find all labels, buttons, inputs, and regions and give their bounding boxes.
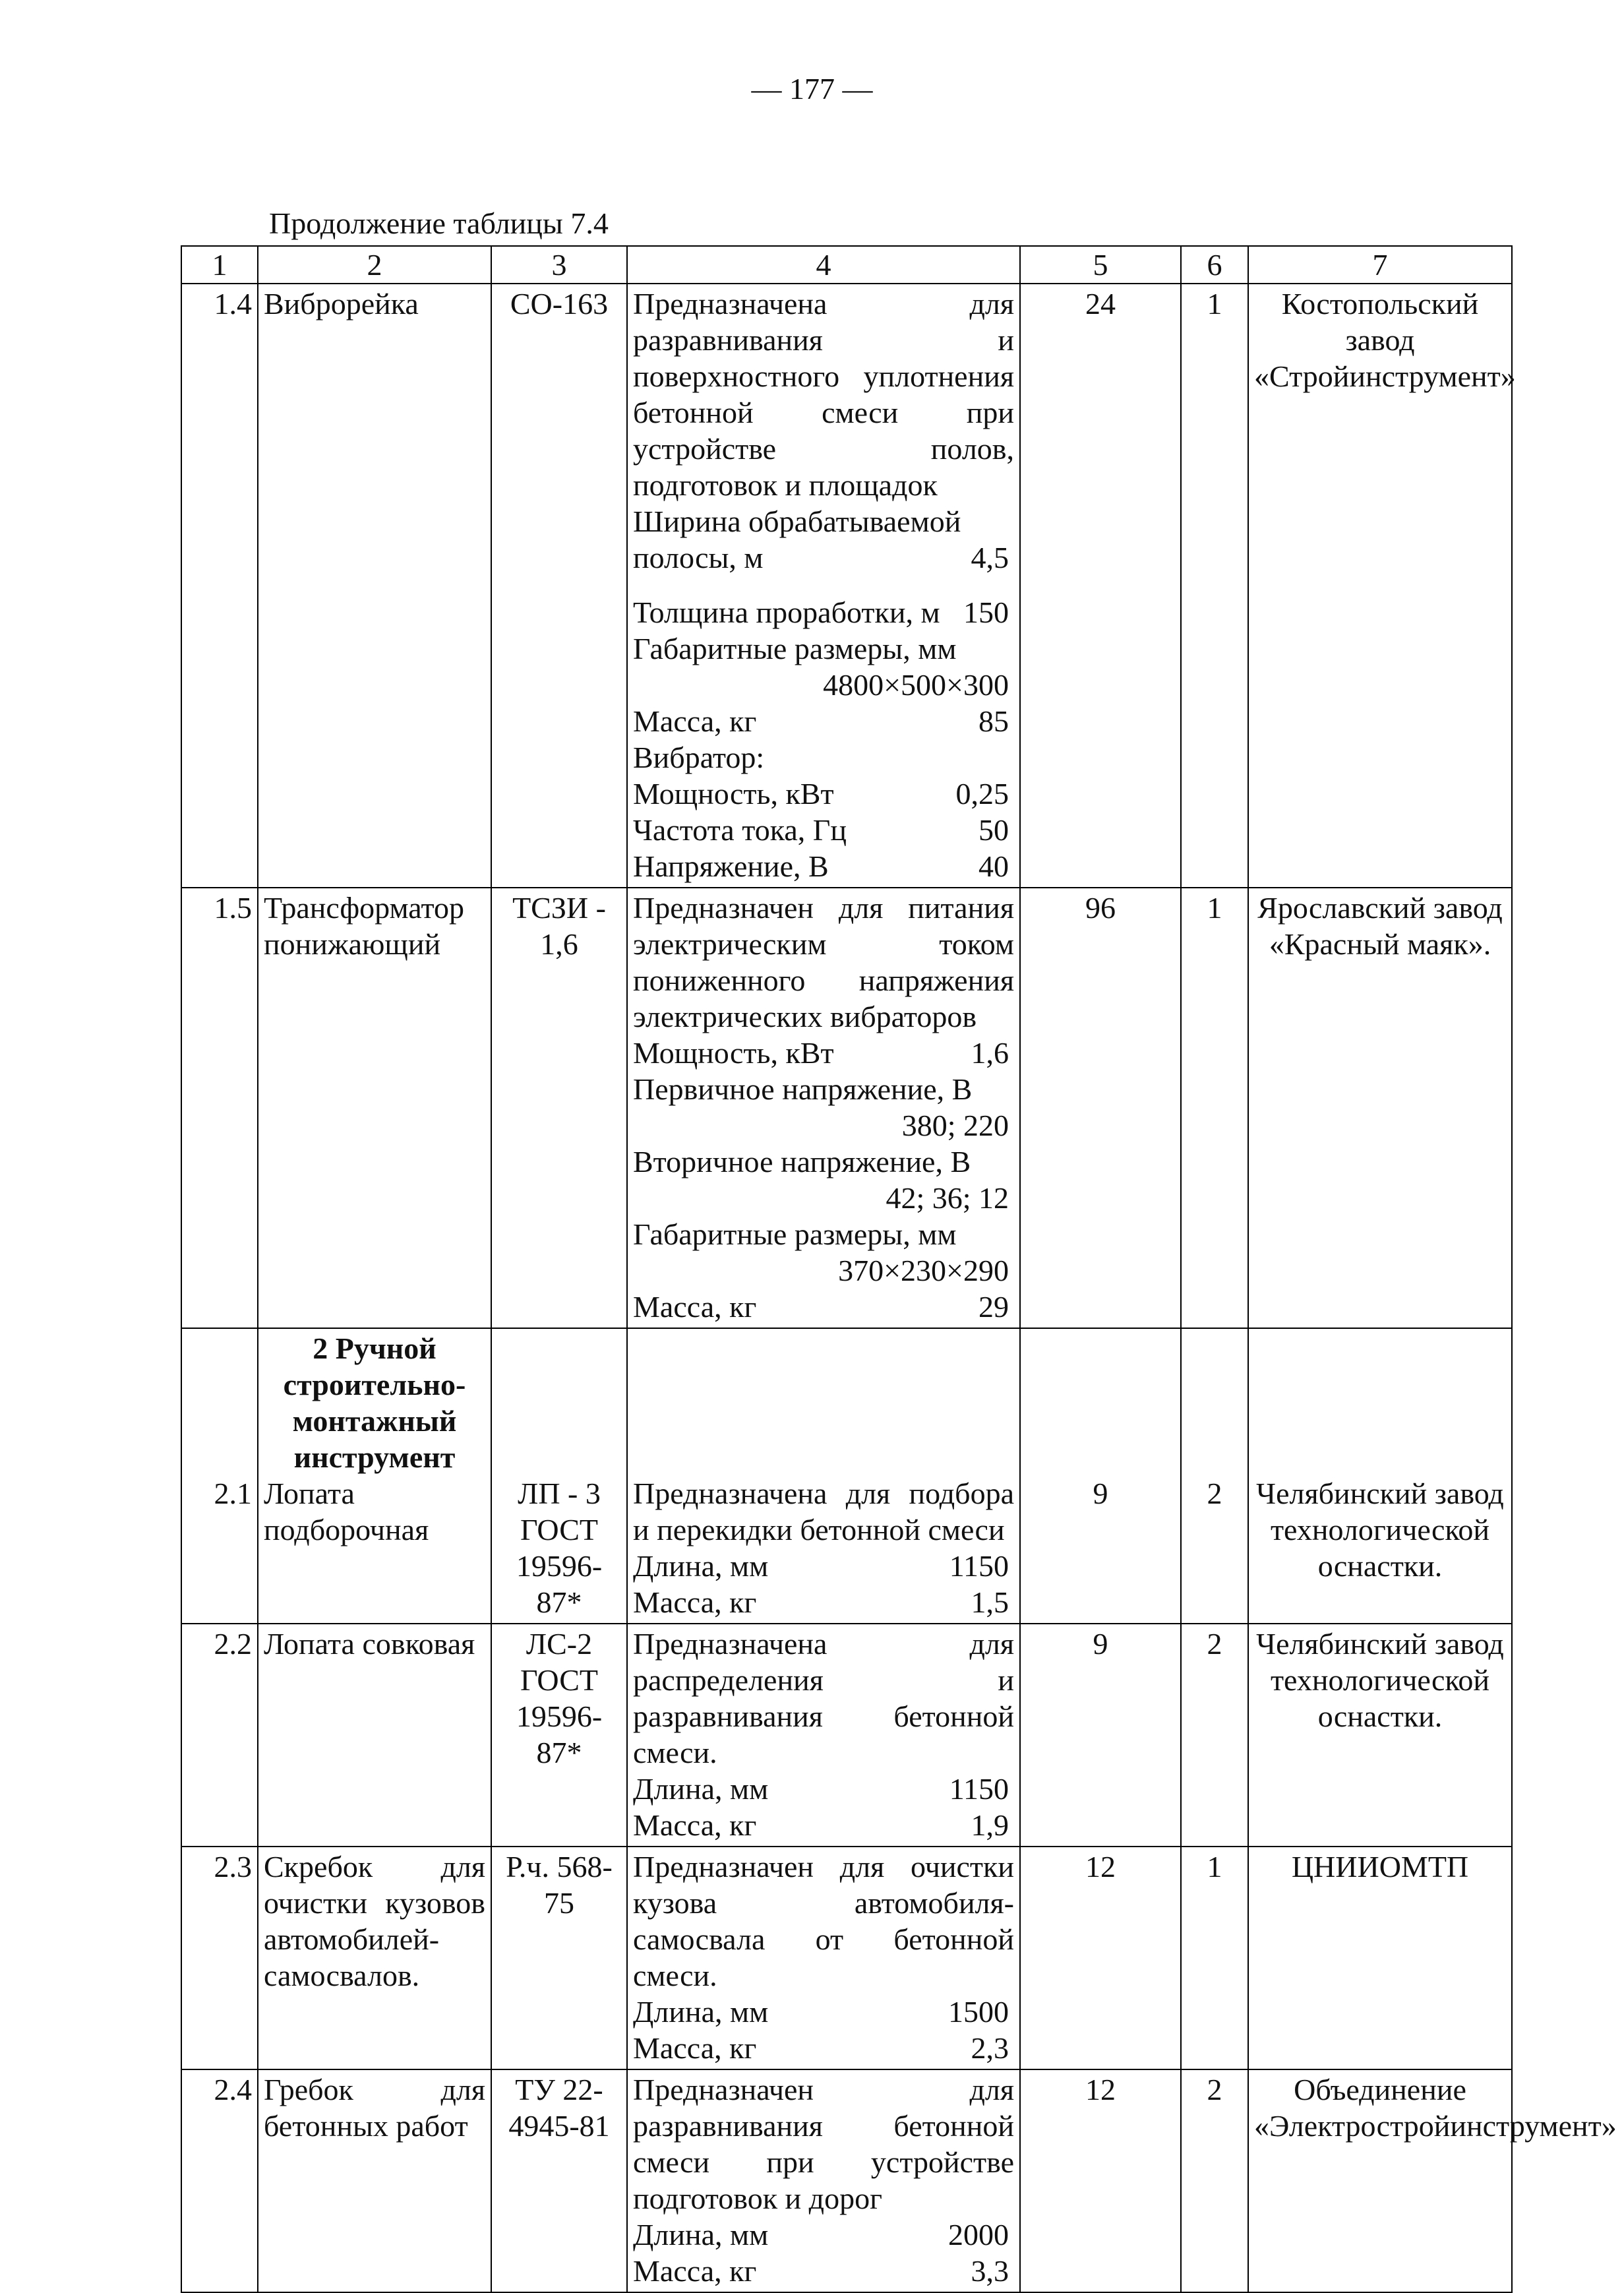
param-label: Вибратор: bbox=[633, 741, 765, 774]
equipment-description bbox=[627, 1847, 1020, 2069]
equipment-mark: ТУ 22-4945-81 bbox=[491, 2069, 627, 2292]
param-row: Длина, мм 1500 bbox=[633, 1995, 1009, 2029]
equipment-mark: СО-163 bbox=[491, 284, 627, 888]
param-value: 42; 36; 12 bbox=[886, 1181, 1009, 1215]
equipment-name: Гребок для бетонных работ bbox=[258, 2069, 491, 2292]
equipment-name: Трансформатор понижающий bbox=[258, 888, 491, 1328]
param-value: 4,5 bbox=[971, 541, 1009, 574]
header-col-4: 4 bbox=[627, 246, 1020, 284]
description-text: Предназначен для питания электрическим током пониженного напряжения электрических вибраторов bbox=[633, 891, 1014, 1033]
equipment-mark: ЛС-2 ГОСТ 19596-87* bbox=[491, 1624, 627, 1847]
equipment-description bbox=[627, 284, 1020, 888]
quantity-col6: 2 bbox=[1181, 1328, 1248, 1624]
row-number: 2.3 bbox=[181, 1847, 258, 2069]
description-text: Предназначен для разравнивания бетонной смеси при устройстве подготовок и дорог bbox=[633, 2073, 1014, 2215]
param-row: Частота тока, Гц 50 bbox=[633, 813, 1009, 847]
param-label: Вторичное напряжение, В bbox=[633, 1145, 971, 1178]
manufacturer: Челябинский завод технологической оснастки. bbox=[1248, 1624, 1512, 1847]
description-text: Предназначена для разравнивания и поверхностного уплотнения бетонной смеси при устройстве полов, подготовок и площадок bbox=[633, 287, 1014, 502]
param-row: Мощность, кВт 0,25 bbox=[633, 777, 1009, 810]
param-row: Длина, мм 1150 bbox=[633, 1549, 1009, 1583]
equipment-description bbox=[627, 888, 1020, 1328]
header-col-7: 7 bbox=[1248, 246, 1512, 284]
quantity-col6: 1 bbox=[1181, 1847, 1248, 2069]
quantity-col6: 2 bbox=[1181, 1624, 1248, 1847]
table-header-row bbox=[181, 246, 1512, 284]
param-value: 370×230×290 bbox=[838, 1254, 1009, 1287]
manufacturer: Ярославский завод «Красный маяк». bbox=[1248, 888, 1512, 1328]
quantity-col5: 12 bbox=[1020, 2069, 1181, 2292]
equipment-description bbox=[627, 1624, 1020, 1847]
section-heading: 2 Ручной строительно-монтажный инструмент bbox=[283, 1331, 466, 1474]
equipment-mark: ЛП - 3 ГОСТ 19596-87* bbox=[491, 1328, 627, 1624]
equipment-name: Виброрейка bbox=[258, 284, 491, 888]
row-number: 2.1 bbox=[181, 1328, 258, 1624]
quantity-col6: 1 bbox=[1181, 888, 1248, 1328]
header-col-6: 6 bbox=[1181, 246, 1248, 284]
equipment-name: 2 Ручной строительно-монтажный инструмент Лопата подборочная bbox=[258, 1328, 491, 1624]
row-number: 2.4 bbox=[181, 2069, 258, 2292]
table-caption: Продолжение таблицы 7.4 bbox=[269, 206, 609, 240]
param-label: Ширина обрабатываемой полосы, м bbox=[633, 504, 961, 574]
table-row bbox=[181, 1847, 1512, 2069]
header-col-5: 5 bbox=[1020, 246, 1181, 284]
table-row bbox=[181, 1624, 1512, 1847]
row-number: 1.5 bbox=[181, 888, 258, 1328]
param-value: 380; 220 bbox=[901, 1109, 1009, 1142]
row-number: 2.2 bbox=[181, 1624, 258, 1847]
param-row: Масса, кг 2,3 bbox=[633, 2031, 1009, 2065]
param-row: Длина, мм 2000 bbox=[633, 2218, 1009, 2251]
equipment-mark: ТСЗИ - 1,6 bbox=[491, 888, 627, 1328]
equipment-name: Лопата совковая bbox=[258, 1624, 491, 1847]
param-row: Масса, кг 85 bbox=[633, 704, 1009, 738]
equipment-mark: Р.ч. 568-75 bbox=[491, 1847, 627, 2069]
header-col-2: 2 bbox=[258, 246, 491, 284]
equipment-description bbox=[627, 2069, 1020, 2292]
param-row: Напряжение, В 40 bbox=[633, 849, 1009, 883]
quantity-col5: 12 bbox=[1020, 1847, 1181, 2069]
manufacturer: Костопольский завод «Стройинструмент» bbox=[1248, 284, 1512, 888]
row-number: 1.4 bbox=[181, 284, 258, 888]
param-row: Масса, кг 29 bbox=[633, 1290, 1009, 1324]
manufacturer: Объединение «Электростройинструмент» bbox=[1248, 2069, 1512, 2292]
equipment-name: Скребок для очистки кузовов автомобилей-самосвалов. bbox=[258, 1847, 491, 2069]
param-row: Мощность, кВт 1,6 bbox=[633, 1036, 1009, 1070]
quantity-col6: 2 bbox=[1181, 2069, 1248, 2292]
param-row: Масса, кг 3,3 bbox=[633, 2254, 1009, 2288]
param-value: 4800×500×300 bbox=[823, 668, 1009, 702]
equipment-description bbox=[627, 1328, 1020, 1624]
table-row bbox=[181, 2069, 1512, 2292]
description-text: Предназначена для подбора и перекидки бетонной смеси bbox=[633, 1477, 1014, 1546]
table-row bbox=[181, 888, 1512, 1328]
param-row: Масса, кг 1,5 bbox=[633, 1585, 1009, 1619]
manufacturer: Челябинский завод технологической оснастки. bbox=[1248, 1328, 1512, 1624]
equipment-table bbox=[181, 245, 1617, 2293]
param-label: Габаритные размеры, мм bbox=[633, 1217, 957, 1251]
param-row: Длина, мм 1150 bbox=[633, 1772, 1009, 1806]
description-text: Предназначена для распределения и разравнивания бетонной смеси. bbox=[633, 1627, 1014, 1769]
manufacturer: ЦНИИОМТП bbox=[1248, 1847, 1512, 2069]
param-row: Масса, кг 1,9 bbox=[633, 1808, 1009, 1842]
header-col-3: 3 bbox=[491, 246, 627, 284]
param-label: Габаритные размеры, мм bbox=[633, 632, 957, 665]
param-row: Толщина проработки, м 150 bbox=[633, 596, 1009, 629]
quantity-col6: 1 bbox=[1181, 284, 1248, 888]
header-col-1: 1 bbox=[181, 246, 258, 284]
param-label: Первичное напряжение, В bbox=[633, 1072, 973, 1106]
description-text: Предназначен для очистки кузова автомобиля-самосвала от бетонной смеси. bbox=[633, 1850, 1014, 1992]
quantity-col5: 9 bbox=[1020, 1328, 1181, 1624]
quantity-col5: 9 bbox=[1020, 1624, 1181, 1847]
table-row bbox=[181, 1328, 1512, 1624]
page-number: — 177 — bbox=[751, 72, 873, 106]
quantity-col5: 96 bbox=[1020, 888, 1181, 1328]
quantity-col5: 24 bbox=[1020, 284, 1181, 888]
table-row bbox=[181, 284, 1512, 888]
